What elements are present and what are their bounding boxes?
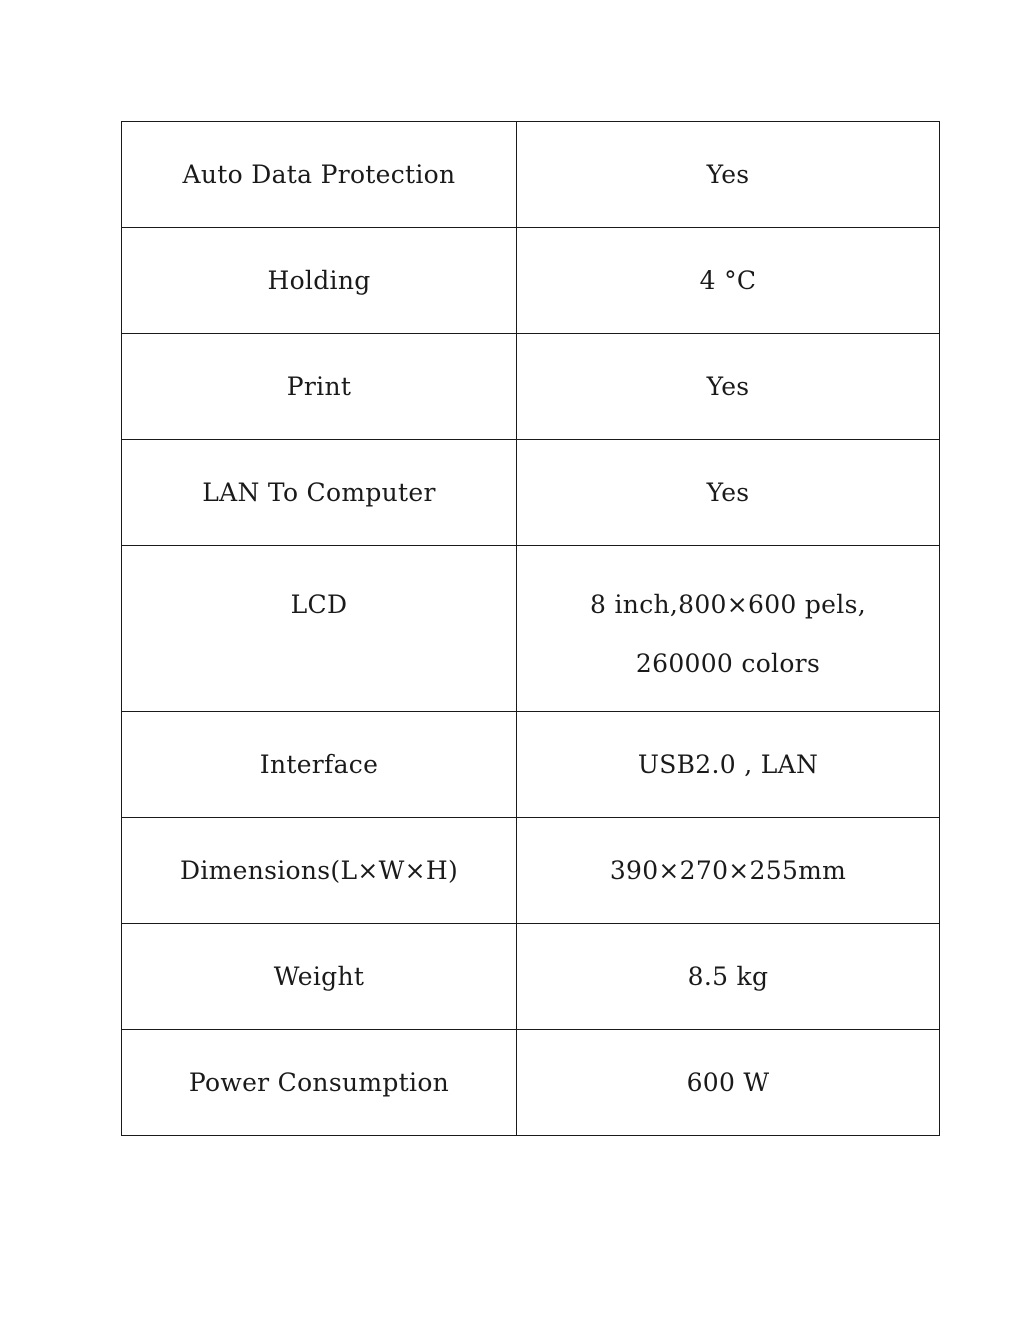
spec-label: Dimensions(L×W×H): [122, 818, 517, 924]
table-row: [122, 228, 940, 334]
spec-value: 600 W: [517, 1030, 940, 1136]
spec-value: 4 °C: [517, 228, 940, 334]
table-row: [122, 924, 940, 1030]
spec-label: Print: [122, 334, 517, 440]
table-row: [122, 818, 940, 924]
spec-label: Weight: [122, 924, 517, 1030]
spec-value: 8.5 kg: [517, 924, 940, 1030]
spec-label: LAN To Computer: [122, 440, 517, 546]
spec-label: LCD: [122, 546, 517, 712]
spec-table: [121, 121, 940, 1136]
spec-label: Power Consumption: [122, 1030, 517, 1136]
table-row: [122, 334, 940, 440]
spec-value: [517, 546, 940, 712]
spec-value: Yes: [517, 334, 940, 440]
table-row: [122, 546, 940, 712]
table-row: [122, 712, 940, 818]
table-row: [122, 440, 940, 546]
spec-value-line: 260000 colors: [635, 649, 821, 678]
spec-value: Yes: [517, 440, 940, 546]
spec-label: Auto Data Protection: [122, 122, 517, 228]
spec-value: 390×270×255mm: [517, 818, 940, 924]
table-row: [122, 122, 940, 228]
spec-label: Holding: [122, 228, 517, 334]
spec-value-line: 8 inch,800×600 pels,: [590, 590, 866, 619]
table-row: [122, 1030, 940, 1136]
spec-label: Interface: [122, 712, 517, 818]
spec-value: USB2.0 , LAN: [517, 712, 940, 818]
spec-value: Yes: [517, 122, 940, 228]
